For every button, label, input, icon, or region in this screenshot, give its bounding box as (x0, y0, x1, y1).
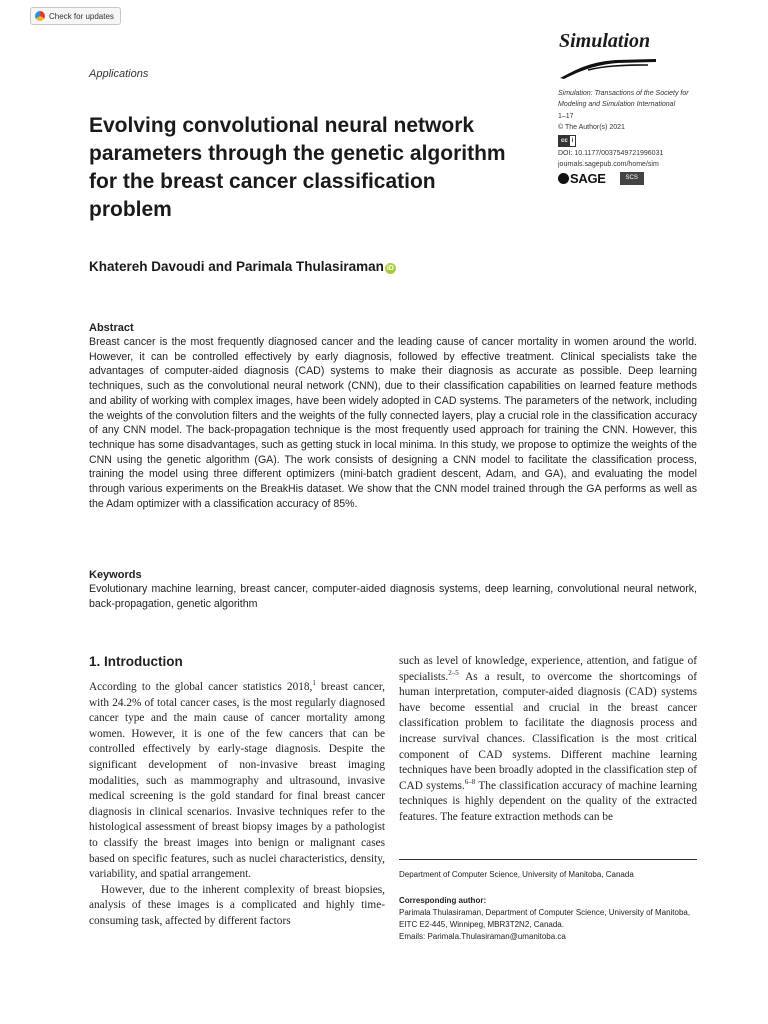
author-names: Khatereh Davoudi and Parimala Thulasiraman (89, 259, 384, 274)
intro-paragraph-3: such as level of knowledge, experience, attention, and fatigue of specialists.$^{2-5}$ As a result, to overcome the shortcomings of human interpretation, computer-aided diagnosis (CAD) systems have become essential and crucial in the breast cancer classification problem to facilitate the diagnosis process and increase survival chances. Classification is the most critical component of CAD systems. Different machine learning techniques have been broadly adopted in the classification step of CAD systems.$^{6-8}$ The classification accuracy of machine learning techniques is highly dependent on the quality of the extracted features. The feature extraction methods can be (399, 655, 697, 823)
check-for-updates-label: Check for updates (49, 11, 114, 21)
sage-logo: SAGE (558, 173, 606, 184)
article-title: Evolving convolutional neural network parameters through the genetic algorithm for the breast cancer classification problem (89, 114, 506, 221)
doi[interactable]: DOI: 10.1177/0037549721996031 (558, 149, 664, 157)
abstract-section (89, 322, 697, 511)
scs-logo: SCS (620, 172, 644, 185)
article-section-label: Applications (89, 68, 149, 80)
keywords-text: Evolutionary machine learning, breast cancer, computer-aided diagnosis systems, deep learning, convolutional neural network, back-propagation, genetic algorithm (89, 583, 697, 610)
keywords-section (89, 569, 697, 611)
copyright: © The Author(s) 2021 (558, 124, 625, 132)
citation-ref[interactable]: 1 (312, 679, 316, 688)
keywords-heading: Keywords (89, 569, 142, 581)
corresponding-heading: Corresponding author: (399, 896, 487, 905)
left-column-text (89, 680, 385, 930)
orcid-icon[interactable]: iD (386, 264, 394, 272)
journal-name: Simulation (559, 30, 651, 52)
article-metadata (558, 88, 718, 185)
affiliation: Department of Computer Science, University of Manitoba, Canada (399, 870, 634, 879)
abstract-text: Breast cancer is the most frequently diagnosed cancer and the leading cause of cancer mortality in women around the world. However, it can be controlled effectively by early diagnosis, followed by effective treatment. Clinical specialists take the advantages of computer-aided diagnosis (CAD) systems to make their diagnosis as accurate as possible. Deep learning techniques, such as the convolutional neural network (CNN), due to their classification capabilities on learned feature methods and ability of working with complex images, have been widely adopted in CAD systems. The parameters of the network, including the weights of the convolution filters and the weights of the fully connected layers, play a crucial role in the classification accuracy of any CNN model. The back-propagation technique is the most frequently used approach for training the CNN. However, this technique has some disadvantages, such as getting stuck in local minima. In this study, we propose to optimize the weights of the CNN using the genetic algorithm (GA). The work consists of designing a CNN model to facilitate the classification process, training the model using three different optimizers (mini-batch gradient descent, Adam, and GA), and evaluating the model through various experiments on the BreakHis dataset. We show that the CNN model trained through the GA performs as well as the Adam optimizer with a classification accuracy of 85%. (89, 336, 697, 510)
sage-icon (558, 173, 569, 184)
intro-paragraph-1: According to the global cancer statistics 2018,$^1$ breast cancer, with 24.2% of total cancer cases, is the most regularly diagnosed cancer type and the main cause of cancer mortality among women. However, it is one of the few cancers that can be controlled effectively by early-stage diagnosis. Despite the significant development of non-invasive breast imaging modalities, such as mammography and ultrasound, invasive medical screening is the gold standard for final breast cancer diagnosis in clinical scenarios. Invasive techniques refer to the histological assessment of breast biopsy images by a pathologist to classify the breast images into benign or malignant cases based on specific features, such as nuclei characteristics, density, variability, and spatial arrangement. (89, 679, 385, 881)
citation-ref[interactable]: 6–8 (464, 777, 476, 786)
journal-full-name: Simulation: Transactions of the Society for Modeling and Simulation International (558, 90, 689, 109)
citation-ref[interactable]: 2–5 (448, 668, 459, 677)
crossmark-icon (35, 11, 45, 21)
introduction-heading: 1. Introduction (89, 654, 183, 669)
intro-paragraph-2: However, due to the inherent complexity of breast biopsies, analysis of these images is a complicated and highly time-consuming task, affected by different factors (89, 883, 385, 927)
corresponding-author (399, 895, 697, 943)
page-range: 1–17 (558, 112, 574, 120)
abstract-heading: Abstract (89, 322, 134, 334)
right-column-text (399, 654, 697, 826)
footnote-divider (399, 859, 697, 860)
author-line (89, 259, 396, 274)
journal-url[interactable]: journals.sagepub.com/home/sim (558, 161, 659, 169)
cc-license-icon: cc i (558, 135, 576, 147)
corresponding-text: Parimala Thulasiraman, Department of Computer Science, University of Manitoba, EITC E2-445, Winnipeg, MBR3T2N2, Canada. (399, 908, 691, 929)
journal-swoosh-logo (558, 56, 658, 80)
corresponding-email[interactable]: Emails: Parimala.Thulasiraman@umanitoba.ca (399, 932, 566, 941)
check-for-updates-button[interactable] (30, 7, 121, 25)
